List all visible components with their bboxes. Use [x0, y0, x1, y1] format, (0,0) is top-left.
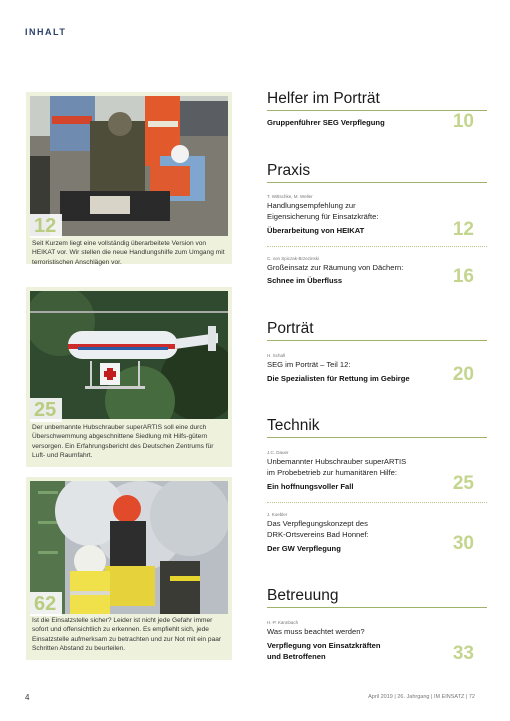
- page-number-badge: 62: [30, 592, 62, 616]
- toc-page-number[interactable]: 25: [452, 473, 474, 494]
- toc-page-number[interactable]: 30: [452, 533, 474, 554]
- section-title-betreuung: Betreuung: [267, 587, 339, 604]
- item-divider: [267, 246, 487, 247]
- toc-page-number[interactable]: 16: [452, 266, 474, 287]
- feature-box-heikat[interactable]: [26, 92, 232, 264]
- toc-item-text[interactable]: im Probebetrieb zur humanitären Hilfe:: [267, 468, 397, 477]
- toc-author: C. von Spiczak-Brzezinski: [267, 256, 320, 261]
- page-number-badge: 12: [30, 214, 62, 238]
- toc-item-text[interactable]: DRK-Ortsvereins Bad Honnef:: [267, 530, 369, 539]
- page-number-badge: 25: [30, 398, 62, 422]
- toc-page-number[interactable]: 33: [452, 643, 474, 664]
- toc-item-text[interactable]: Was muss beachtet werden?: [267, 627, 365, 636]
- section-rule: [267, 182, 487, 183]
- toc-author: T. Wittschke, M. Weller: [267, 194, 313, 199]
- toc-item-text[interactable]: Eigensicherung für Einsatzkräfte:: [267, 212, 379, 221]
- toc-page-number[interactable]: 20: [452, 364, 474, 385]
- feature-caption: Der unbemannte Hubschrauber superARTIS soll eine durch Überschwemmung abgeschnittene Siedlung mit Hilfs-gütern versorgen. Ein Erfahrungsbericht des Deutschen Zentrums für Luft- und Raumfahrt.: [32, 424, 214, 459]
- toc-item-text[interactable]: Großeinsatz zur Räumung von Dächern:: [267, 263, 404, 272]
- toc-author: J. Koebler: [267, 512, 288, 517]
- feature-caption: Seit Kurzem liegt eine vollständig überarbeitete Version von HEIKAT vor. Wir stellen die neue Handlungshilfe zum Umgang mit terroristischen Anschlägen vor.: [32, 240, 225, 266]
- toc-item-title[interactable]: Die Spezialisten für Rettung im Gebirge: [267, 374, 410, 383]
- toc-author: H. Schall: [267, 353, 286, 358]
- toc-page-number[interactable]: 10: [452, 111, 474, 132]
- toc-item-title[interactable]: Überarbeitung von HEIKAT: [267, 226, 365, 235]
- section-label: INHALT: [25, 27, 67, 37]
- section-title-portraet: Porträt: [267, 320, 314, 337]
- feature-box-superartis[interactable]: [26, 287, 232, 467]
- feature-caption: Ist die Einsatzstelle sicher? Leider ist nicht jede Gefahr immer sofort und offensichtlich zu erkennen. Es empfiehlt sich, jede Einsatzstelle aufmerksam zu betrachten und zur Not mit ein paar Schritten Abstand zu beurteilen.: [32, 617, 222, 652]
- toc-item-title[interactable]: Schnee im Überfluss: [267, 276, 343, 285]
- footer-page-number: 4: [25, 693, 30, 702]
- section-rule: [267, 607, 487, 608]
- toc-author: H.-P. Kannbach: [267, 620, 299, 625]
- section-rule: [267, 340, 487, 341]
- toc-item-text[interactable]: Unbemannter Hubschrauber superARTIS: [267, 457, 407, 466]
- section-rule: [267, 437, 487, 438]
- section-title-praxis: Praxis: [267, 162, 311, 179]
- toc-page-number[interactable]: 12: [452, 219, 474, 240]
- footer-issue-info: April 2019 | 26. Jahrgang | IM EINSATZ | 72: [368, 694, 475, 700]
- toc-item-title[interactable]: Der GW Verpflegung: [267, 544, 341, 553]
- toc-item-title[interactable]: und Betroffenen: [267, 652, 326, 661]
- feature-box-einsatzstelle[interactable]: [26, 477, 232, 660]
- section-title-technik: Technik: [267, 417, 320, 434]
- section-title-helfer: Helfer im Porträt: [267, 90, 380, 107]
- toc-item-title[interactable]: Gruppenführer SEG Verpflegung: [267, 118, 385, 127]
- toc-author: J.C. Dauer: [267, 450, 289, 455]
- toc-item-text[interactable]: Das Verpflegungskonzept des: [267, 519, 368, 528]
- toc-item-title[interactable]: Verpflegung von Einsatzkräften: [267, 641, 381, 650]
- toc-item-text[interactable]: SEG im Porträt – Teil 12:: [267, 360, 351, 369]
- toc-item-text[interactable]: Handlungsempfehlung zur: [267, 201, 356, 210]
- toc-item-title[interactable]: Ein hoffnungsvoller Fall: [267, 482, 354, 491]
- item-divider: [267, 502, 487, 503]
